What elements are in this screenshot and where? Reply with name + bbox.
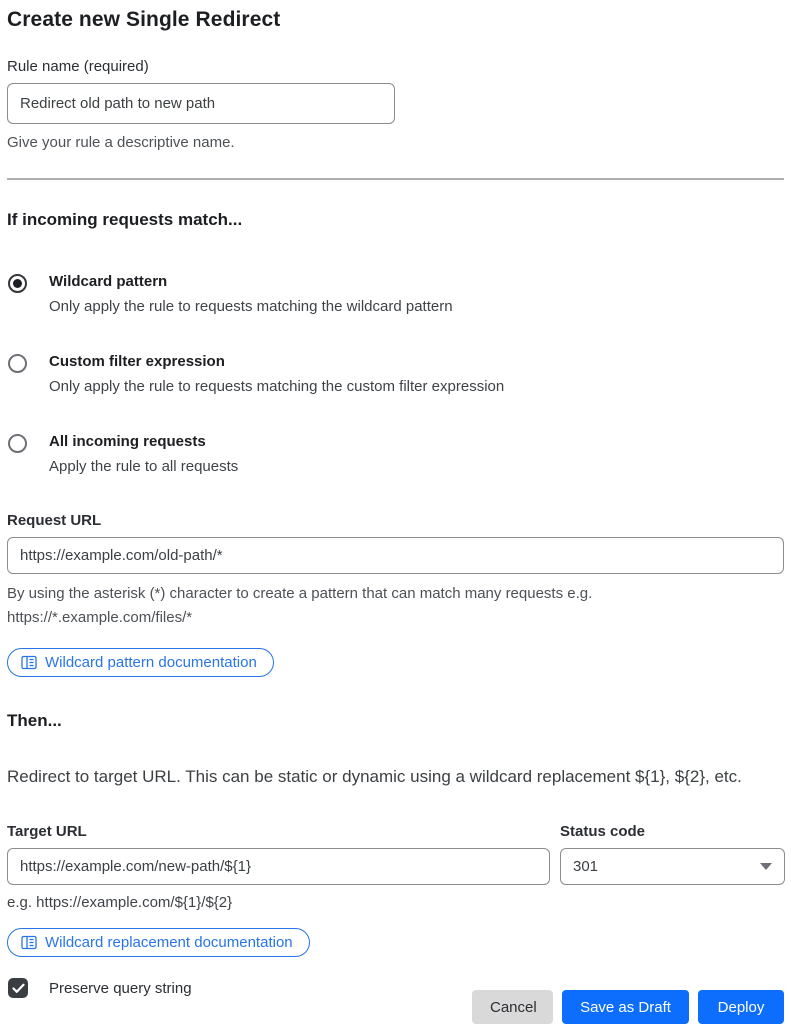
chevron-down-icon: [760, 863, 772, 870]
target-url-label: Target URL: [7, 823, 87, 840]
rule-name-help: Give your rule a descriptive name.: [7, 134, 235, 151]
radio-label: Custom filter expression: [49, 353, 225, 370]
footer-actions: [472, 990, 784, 1024]
request-url-block: [7, 512, 784, 677]
then-description: Redirect to target URL. This can be static or dynamic using a wildcard replacement ${1}, ${2}, etc.: [7, 767, 742, 786]
target-url-example: e.g. https://example.com/${1}/${2}: [7, 894, 233, 911]
radio-option-custom-filter-expression[interactable]: [7, 352, 784, 395]
wildcard-replacement-docs-label: Wildcard replacement documentation: [45, 934, 293, 951]
radio-description: Only apply the rule to requests matching the custom filter expression: [49, 378, 505, 395]
wildcard-pattern-docs-button[interactable]: [7, 648, 274, 677]
cancel-button[interactable]: Cancel: [472, 990, 553, 1024]
target-row: [7, 823, 784, 911]
request-url-input[interactable]: [7, 537, 784, 574]
radio-unselected-icon[interactable]: [8, 434, 27, 453]
status-code-select[interactable]: [560, 848, 785, 885]
radio-description: Only apply the rule to requests matching the wildcard pattern: [49, 298, 453, 315]
page-title: Create new Single Redirect: [7, 8, 281, 31]
radio-unselected-icon[interactable]: [8, 354, 27, 373]
radio-description: Apply the rule to all requests: [49, 458, 239, 475]
match-type-radio-group: [7, 272, 784, 475]
then-section-heading: Then...: [7, 711, 62, 730]
book-icon: [21, 935, 37, 950]
rule-name-input[interactable]: [7, 83, 395, 124]
wildcard-pattern-docs-label: Wildcard pattern documentation: [45, 654, 257, 671]
deploy-button[interactable]: Deploy: [698, 990, 784, 1024]
book-icon: [21, 655, 37, 670]
rule-name-label: Rule name (required): [7, 58, 149, 75]
status-code-label: Status code: [560, 823, 646, 840]
request-url-help-line1: By using the asterisk (*) character to create a pattern that can match many requests e.g.: [7, 585, 593, 602]
target-url-input[interactable]: [7, 848, 550, 885]
request-url-label: Request URL: [7, 512, 102, 529]
section-divider: [7, 178, 784, 180]
status-code-value: 301: [573, 858, 599, 875]
preserve-query-string-label: Preserve query string: [49, 979, 192, 997]
request-url-help-line2: https://*.example.com/files/*: [7, 609, 193, 626]
request-url-help: [7, 582, 784, 630]
save-as-draft-button[interactable]: Save as Draft: [562, 990, 689, 1024]
match-section-heading: If incoming requests match...: [7, 210, 243, 229]
radio-selected-icon[interactable]: [8, 274, 27, 293]
check-icon: [12, 983, 25, 994]
radio-label: All incoming requests: [49, 433, 206, 450]
radio-option-wildcard-pattern[interactable]: [7, 272, 784, 315]
wildcard-replacement-docs-button[interactable]: [7, 928, 310, 957]
checkbox-checked-icon[interactable]: [8, 978, 28, 998]
radio-label: Wildcard pattern: [49, 273, 168, 290]
radio-option-all-incoming-requests[interactable]: [7, 432, 784, 475]
